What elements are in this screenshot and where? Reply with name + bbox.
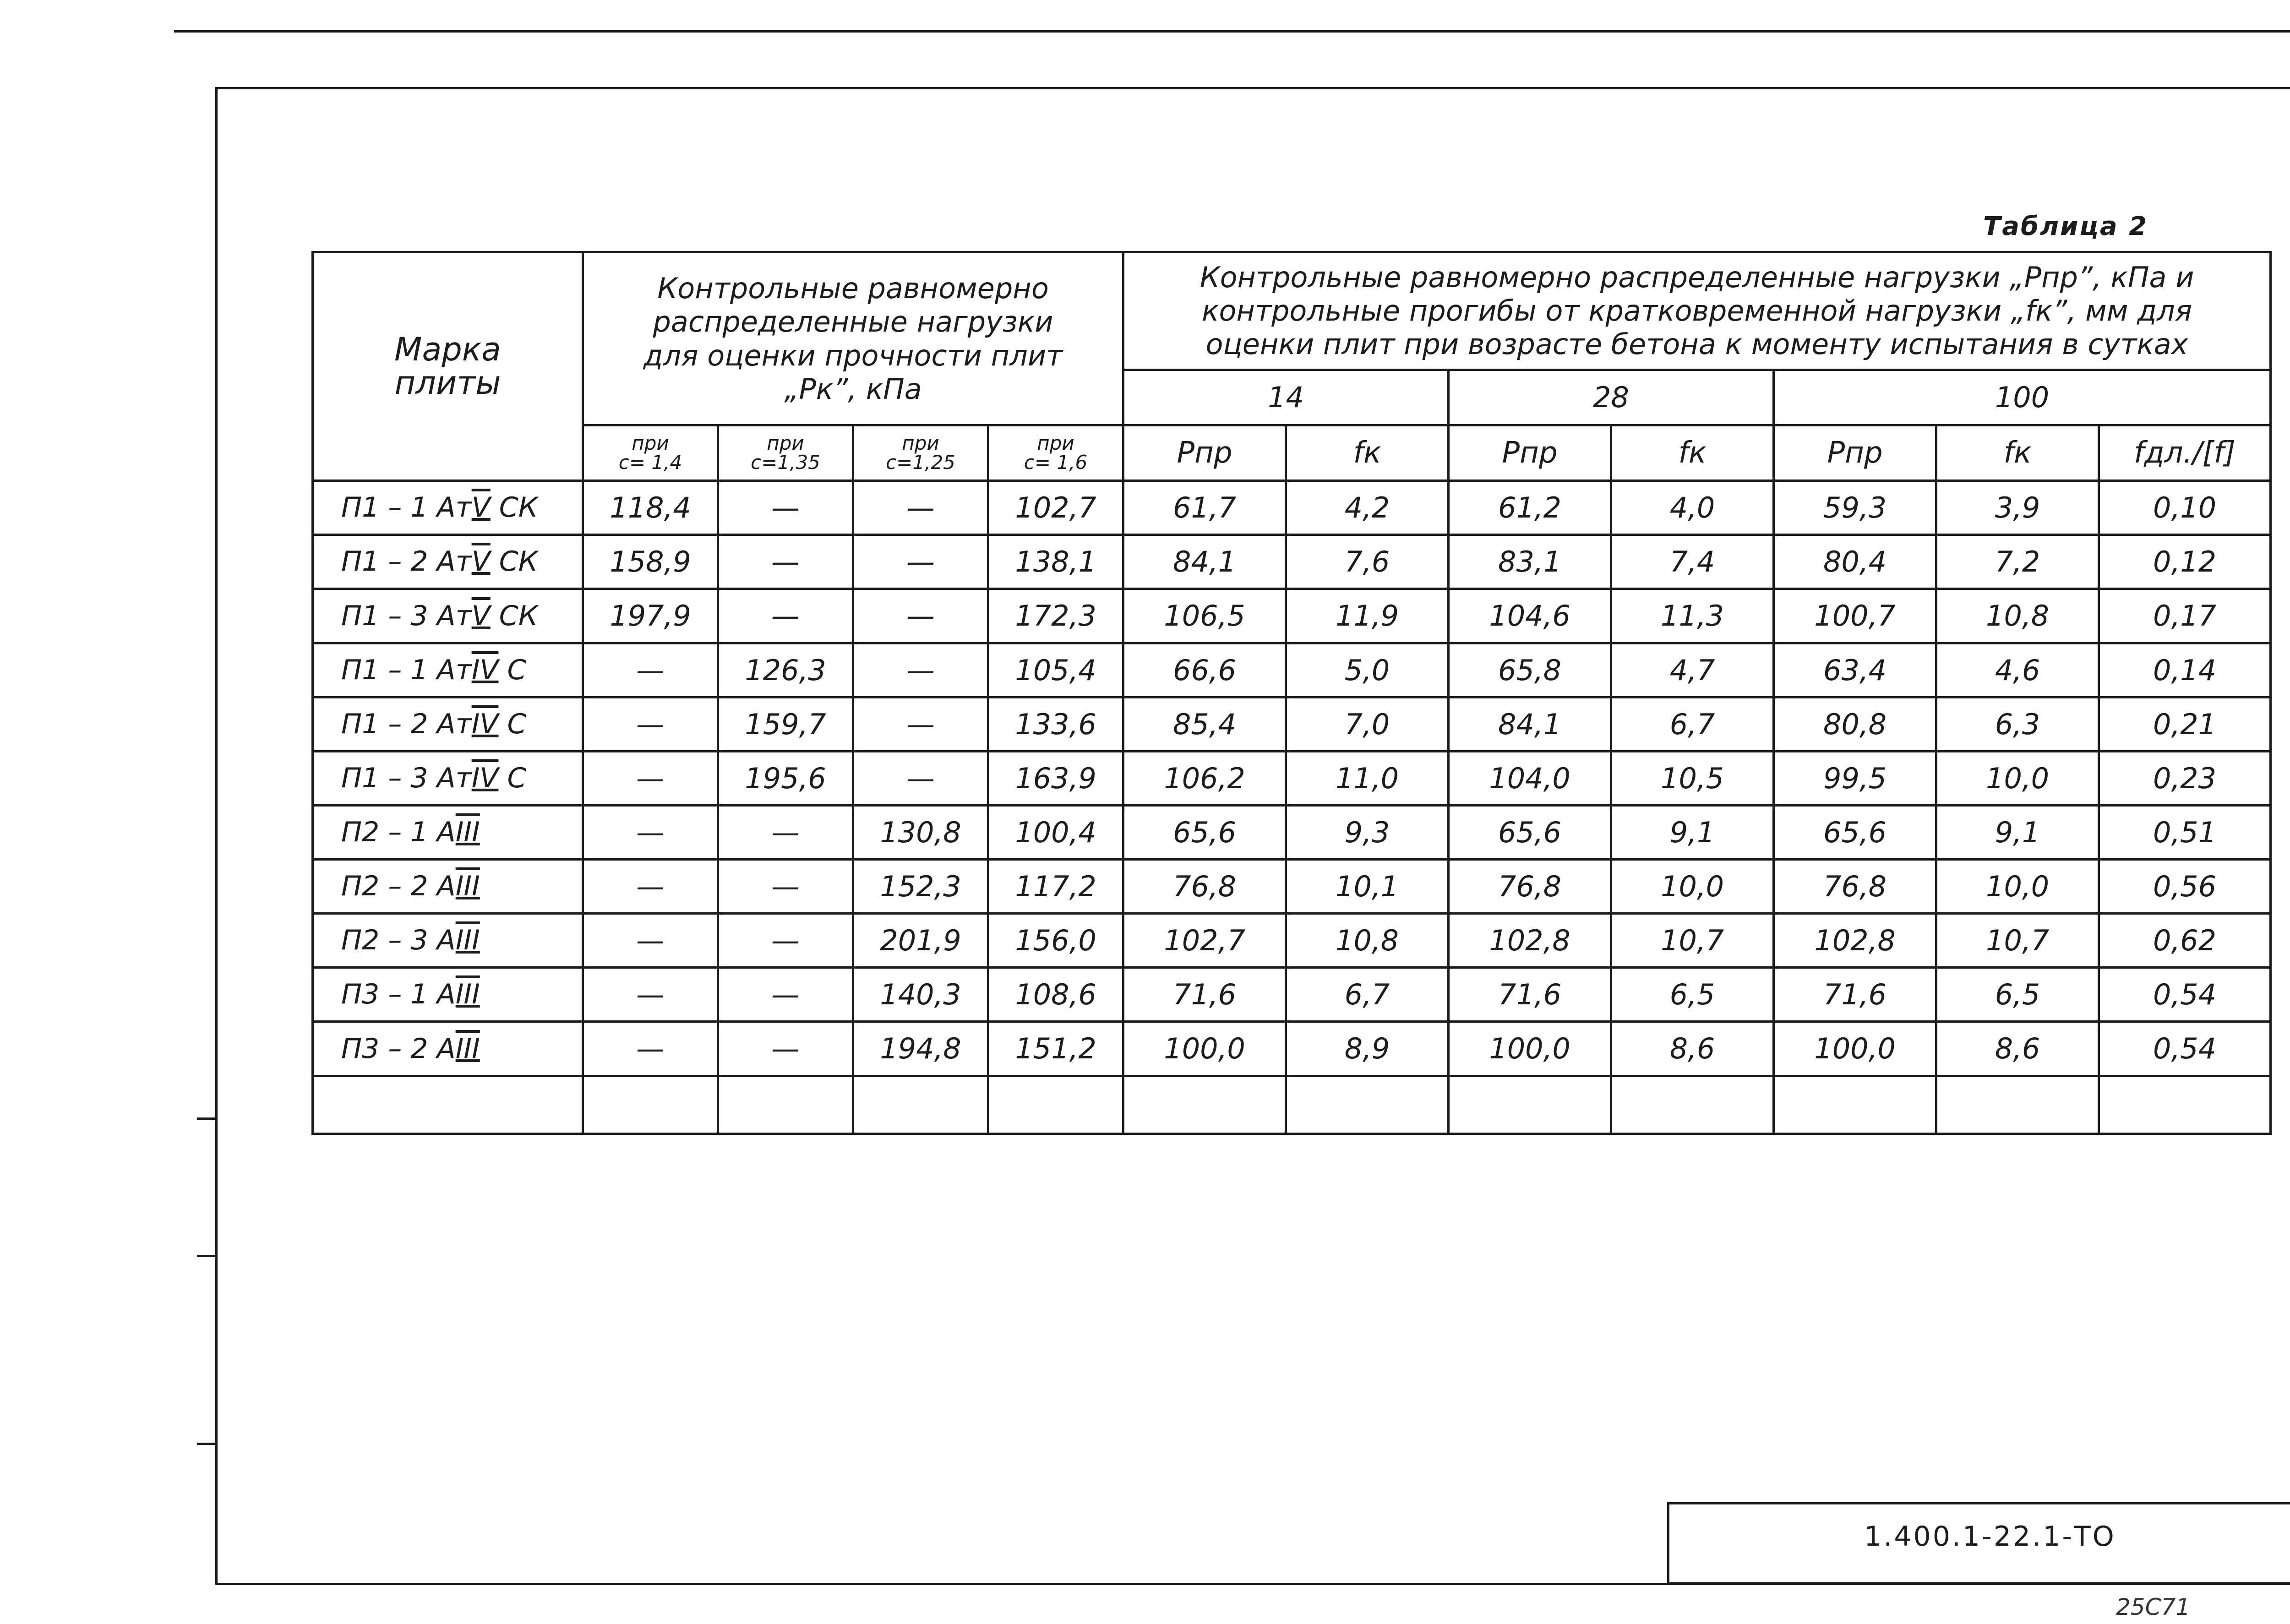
table-row [313,589,2271,643]
binding-tick-1 [197,1117,215,1120]
plate-mark-class: III [455,870,480,903]
cell-f28: 8,6 [1611,1022,1774,1076]
empty-cell [1123,1076,1286,1134]
table-caption: Таблица 2 [1983,212,2148,241]
cell-p14: 100,0 [1123,1022,1286,1076]
cell-ratio: 0,21 [2099,697,2271,751]
load-table [311,251,2272,1135]
cell-p14: 102,7 [1123,914,1286,968]
plate-mark [313,860,583,914]
plate-mark [313,481,583,535]
cell-f28: 7,4 [1611,535,1774,589]
table-row [313,860,2271,914]
cell-ratio: 0,56 [2099,860,2271,914]
cell-c2: 159,7 [718,697,853,751]
cell-p14: 106,5 [1123,589,1286,643]
cell-p100: 63,4 [1774,643,1936,697]
cell-ratio: 0,12 [2099,535,2271,589]
c2-header [718,425,853,481]
table-body [313,481,2271,1134]
cell-c2: — [718,1022,853,1076]
binding-tick-2 [197,1255,215,1257]
cell-c1: — [583,751,718,805]
f-ratio-header: fдл./[f] [2099,425,2271,481]
c4-header [988,425,1123,481]
cell-p14: 106,2 [1123,751,1286,805]
f-k-14-header: fк [1286,425,1449,481]
cell-f14: 7,6 [1286,535,1449,589]
plate-mark-prefix: П1 – 3 Aт [341,599,472,632]
table-row [313,751,2271,805]
plate-mark-class: IV [471,708,499,740]
cell-f14: 10,8 [1286,914,1449,968]
frame-top [215,87,2290,89]
cell-c4: 100,4 [988,805,1123,859]
plate-mark-class: III [455,978,480,1011]
cell-p14: 61,7 [1123,481,1286,535]
marka-header [313,252,583,481]
table-row [313,535,2271,589]
table-row [313,914,2271,968]
cell-c4: 163,9 [988,751,1123,805]
cell-c2: — [718,860,853,914]
c4-header-line1: при [1037,432,1074,455]
c4-header-line2: c= 1,6 [1024,451,1088,474]
cell-ratio: 0,23 [2099,751,2271,805]
cell-f28: 11,3 [1611,589,1774,643]
cell-f100: 10,0 [1936,860,2099,914]
empty-cell [1936,1076,2099,1134]
stiffness-header-line3: оценки плит при возрасте бетона к моменту испытания в сутках [1205,327,2188,361]
plate-mark-prefix: П1 – 1 Aт [341,654,472,686]
empty-cell [313,1076,583,1134]
empty-cell [583,1076,718,1134]
plate-mark-class: III [455,924,480,957]
strength-load-header [583,252,1123,425]
cell-c1: 118,4 [583,481,718,535]
table-row [313,1022,2271,1076]
cell-f14: 10,1 [1286,860,1449,914]
cell-ratio: 0,51 [2099,805,2271,859]
cell-ratio: 0,14 [2099,643,2271,697]
cell-c1: — [583,643,718,697]
f-k-100-header: fк [1936,425,2099,481]
plate-mark-prefix: П2 – 1 A [341,816,456,849]
cell-f28: 4,0 [1611,481,1774,535]
cell-c1: — [583,860,718,914]
c1-header-line1: при [632,432,669,455]
empty-cell [2099,1076,2271,1134]
cell-c2: 126,3 [718,643,853,697]
empty-cell [1611,1076,1774,1134]
cell-c1: 158,9 [583,535,718,589]
age-14-header: 14 [1123,370,1449,425]
cell-p100: 102,8 [1774,914,1936,968]
plate-mark-prefix: П1 – 3 Aт [341,762,472,794]
cell-f14: 11,0 [1286,751,1449,805]
cell-c3: — [853,697,988,751]
cell-f28: 6,7 [1611,697,1774,751]
document-code: 1.400.1-22.1-ТО [1864,1520,2116,1553]
plate-mark-suffix: СК [490,545,538,578]
p-pr-14-header: Pпр [1123,425,1286,481]
cell-c2: — [718,968,853,1022]
cell-f100: 10,0 [1936,751,2099,805]
cell-c4: 138,1 [988,535,1123,589]
c3-header [853,425,988,481]
stiffness-header-line2: контрольные прогибы от кратковременной нагрузки „fк”, мм для [1202,294,2192,328]
cell-c4: 102,7 [988,481,1123,535]
table-row [313,805,2271,859]
cell-p100: 71,6 [1774,968,1936,1022]
cell-f28: 6,5 [1611,968,1774,1022]
cell-f100: 6,5 [1936,968,2099,1022]
cell-p28: 76,8 [1449,860,1611,914]
handwritten-note: 25С71 [2116,1594,2191,1620]
plate-mark-prefix: П2 – 2 A [341,870,456,903]
cell-p28: 102,8 [1449,914,1611,968]
cell-c4: 172,3 [988,589,1123,643]
cell-c1: — [583,805,718,859]
cell-ratio: 0,10 [2099,481,2271,535]
cell-c4: 156,0 [988,914,1123,968]
strength-header-line3: для оценки прочности плит [643,338,1063,372]
c3-header-line2: c=1,25 [886,451,955,474]
cell-f100: 3,9 [1936,481,2099,535]
cell-p14: 66,6 [1123,643,1286,697]
plate-mark-class: V [471,599,491,632]
cell-c2: — [718,535,853,589]
cell-c3: 201,9 [853,914,988,968]
p-pr-100-header: Pпр [1774,425,1936,481]
stiffness-header-line1: Контрольные равномерно распределенные нагрузки „Pпр”, кПа и [1200,261,2194,294]
plate-mark-suffix: С [498,708,527,740]
marka-header-line2: плиты [394,364,501,402]
cell-f14: 7,0 [1286,697,1449,751]
cell-ratio: 0,17 [2099,589,2271,643]
plate-mark-class: III [455,816,480,849]
cell-f100: 10,8 [1936,589,2099,643]
cell-c1: — [583,1022,718,1076]
cell-p100: 100,7 [1774,589,1936,643]
table-row [313,481,2271,535]
cell-c3: — [853,643,988,697]
cell-p100: 80,4 [1774,535,1936,589]
cell-f28: 10,5 [1611,751,1774,805]
cell-c4: 108,6 [988,968,1123,1022]
cell-c3: 194,8 [853,1022,988,1076]
plate-mark-suffix: СК [490,491,538,524]
cell-c3: 130,8 [853,805,988,859]
empty-cell [1449,1076,1611,1134]
cell-p100: 59,3 [1774,481,1936,535]
plate-mark-prefix: П1 – 2 Aт [341,545,472,578]
cell-f100: 8,6 [1936,1022,2099,1076]
c1-header [583,425,718,481]
plate-mark-class: III [455,1032,480,1065]
cell-p14: 65,6 [1123,805,1286,859]
cell-c4: 105,4 [988,643,1123,697]
cell-p14: 71,6 [1123,968,1286,1022]
c2-header-line1: при [767,432,804,455]
cell-c3: 140,3 [853,968,988,1022]
cell-p14: 76,8 [1123,860,1286,914]
empty-cell [988,1076,1123,1134]
cell-f14: 4,2 [1286,481,1449,535]
c3-header-line1: при [902,432,939,455]
cell-c3: — [853,481,988,535]
cell-f28: 10,0 [1611,860,1774,914]
plate-mark [313,968,583,1022]
cell-p28: 65,8 [1449,643,1611,697]
plate-mark [313,643,583,697]
cell-c1: — [583,968,718,1022]
plate-mark [313,914,583,968]
cell-p28: 100,0 [1449,1022,1611,1076]
strength-header-line1: Контрольные равномерно [657,272,1049,305]
cell-p14: 84,1 [1123,535,1286,589]
cell-c2: 195,6 [718,751,853,805]
cell-f100: 6,3 [1936,697,2099,751]
table-row [313,968,2271,1022]
cell-p28: 65,6 [1449,805,1611,859]
cell-p28: 104,6 [1449,589,1611,643]
table-row [313,697,2271,751]
cell-f100: 10,7 [1936,914,2099,968]
plate-mark [313,697,583,751]
plate-mark-suffix: СК [490,599,538,632]
cell-p28: 61,2 [1449,481,1611,535]
strength-header-line4: „Pк”, кПа [784,372,922,406]
cell-f100: 4,6 [1936,643,2099,697]
cell-c3: — [853,535,988,589]
cell-p100: 65,6 [1774,805,1936,859]
plate-mark [313,751,583,805]
cell-c1: — [583,697,718,751]
plate-mark-prefix: П3 – 1 A [341,978,456,1011]
cell-c3: — [853,751,988,805]
cell-f100: 7,2 [1936,535,2099,589]
cell-f100: 9,1 [1936,805,2099,859]
empty-cell [853,1076,988,1134]
cell-c2: — [718,914,853,968]
p-pr-28-header: Pпр [1449,425,1611,481]
cell-c2: — [718,481,853,535]
cell-c3: — [853,589,988,643]
strength-header-line2: распределенные нагрузки [653,305,1053,339]
plate-mark-prefix: П3 – 2 A [341,1032,456,1065]
cell-f28: 9,1 [1611,805,1774,859]
empty-cell [1774,1076,1936,1134]
cell-c1: — [583,914,718,968]
cell-p100: 80,8 [1774,697,1936,751]
cell-p28: 84,1 [1449,697,1611,751]
plate-mark-prefix: П2 – 3 A [341,924,456,957]
cell-f14: 5,0 [1286,643,1449,697]
cell-c4: 151,2 [988,1022,1123,1076]
top-rule [174,30,2290,33]
cell-f14: 9,3 [1286,805,1449,859]
cell-f14: 8,9 [1286,1022,1449,1076]
cell-c2: — [718,589,853,643]
cell-f14: 6,7 [1286,968,1449,1022]
f-k-28-header: fк [1611,425,1774,481]
plate-mark [313,1022,583,1076]
c2-header-line2: c=1,35 [751,451,820,474]
cell-c4: 133,6 [988,697,1123,751]
marka-header-line1: Марка [394,330,501,368]
plate-mark [313,535,583,589]
cell-p14: 85,4 [1123,697,1286,751]
cell-f28: 4,7 [1611,643,1774,697]
cell-p100: 76,8 [1774,860,1936,914]
cell-ratio: 0,54 [2099,968,2271,1022]
cell-c1: 197,9 [583,589,718,643]
plate-mark [313,805,583,859]
age-28-header: 28 [1449,370,1774,425]
plate-mark [313,589,583,643]
plate-mark-prefix: П1 – 1 Aт [341,491,472,524]
plate-mark-prefix: П1 – 2 Aт [341,708,472,740]
age-100-header: 100 [1774,370,2271,425]
cell-c3: 152,3 [853,860,988,914]
plate-mark-class: V [471,491,491,524]
cell-ratio: 0,62 [2099,914,2271,968]
empty-cell [1286,1076,1449,1134]
cell-p100: 99,5 [1774,751,1936,805]
cell-ratio: 0,54 [2099,1022,2271,1076]
cell-f14: 11,9 [1286,589,1449,643]
cell-f28: 10,7 [1611,914,1774,968]
empty-row [313,1076,2271,1134]
plate-mark-class: V [471,545,491,578]
binding-tick-3 [197,1443,215,1445]
plate-mark-suffix: С [498,762,527,794]
cell-p28: 71,6 [1449,968,1611,1022]
stiffness-load-header [1123,252,2271,370]
plate-mark-suffix: С [498,654,527,686]
cell-p100: 100,0 [1774,1022,1936,1076]
cell-p28: 104,0 [1449,751,1611,805]
plate-mark-class: IV [471,762,499,794]
c1-header-line2: c= 1,4 [618,451,682,474]
cell-c2: — [718,805,853,859]
cell-p28: 83,1 [1449,535,1611,589]
empty-cell [718,1076,853,1134]
frame-left [215,87,218,1585]
table-row [313,643,2271,697]
cell-c4: 117,2 [988,860,1123,914]
plate-mark-class: IV [471,654,499,686]
